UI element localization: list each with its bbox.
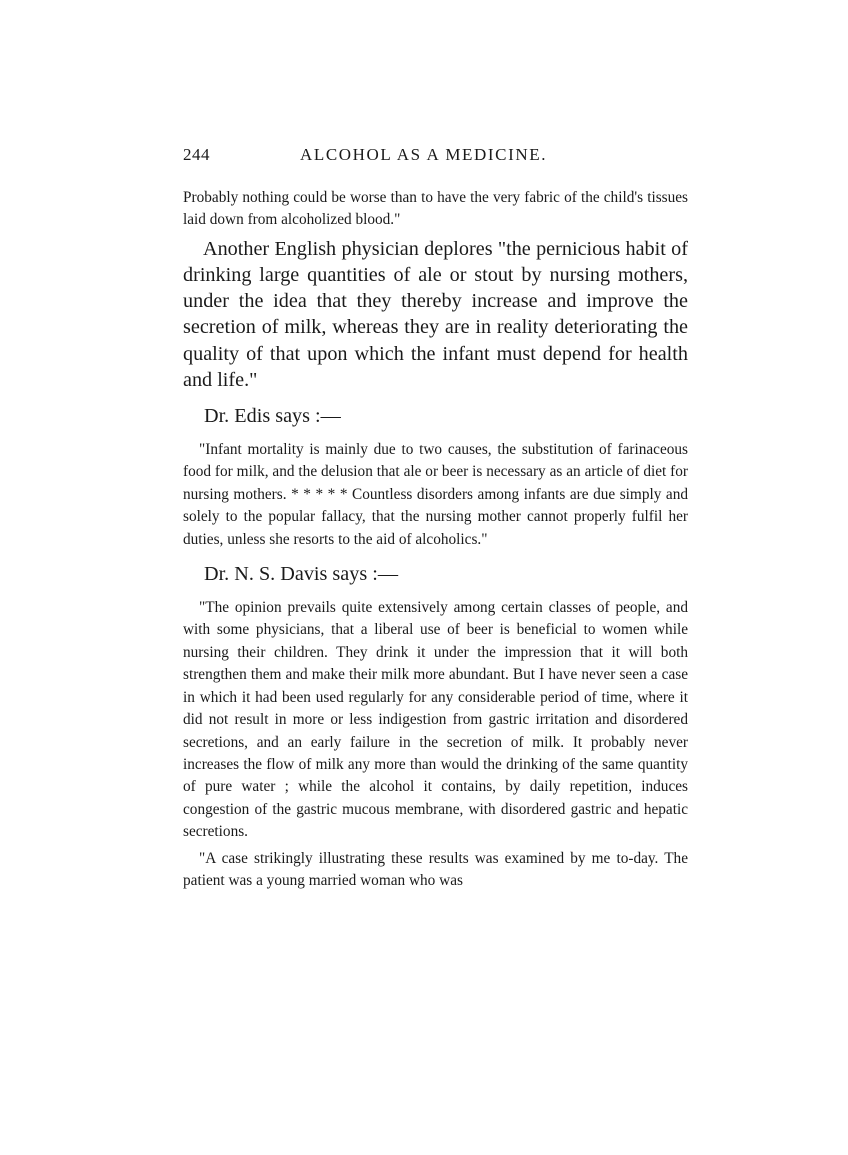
attribution-davis: Dr. N. S. Davis says :— (204, 563, 399, 586)
paragraph-english-physician: Another English physician deplores "the pernicious habit of drinking large quantities of ale or stout by nursing mothers, under the idea that they thereby increase and improve the secretion of milk, whereas they are in reality deteriorating the quality of that upon which the infant must depend for health and life." (183, 237, 688, 391)
quote-davis-case: "A case strikingly illustrating these results was examined by me to-day. The patient was a young married woman who was (183, 849, 688, 889)
attribution-edis: Dr. Edis says :— (204, 405, 341, 428)
page-body (183, 187, 688, 892)
page-number: 244 (183, 145, 210, 164)
quote-edis: "Infant mortality is mainly due to two causes, the substitution of farinaceous food for milk, and the delusion that ale or beer is necessary as an article of diet for nursing mothers. * * * * * Countless disorders among infants are due simply and solely to the popular fallacy, that the nursing mother cannot properly fulfil her duties, unless she resorts to the aid of alcoholics." (183, 441, 688, 548)
quote-continuation: Probably nothing could be worse than to have the very fabric of the child's tissues laid down from alcoholized blood." (183, 189, 688, 229)
running-title: ALCOHOL AS A MEDICINE. (300, 145, 548, 164)
quote-davis: "The opinion prevails quite extensively among certain classes of people, and with some physicians, that a liberal use of beer is beneficial to women while nursing their children. They drink it under the impression that it will both strengthen them and make their milk more abundant. But I have never seen a case in which it had been used regularly for any considerable period of time, where it did not result in more or less indigestion from gastric irritation and disordered secretions, and an early failure in the secretion of milk. It probably never increases the flow of milk any more than would the drinking of the same quantity of pure water ; while the alcohol it contains, by daily repetition, induces congestion of the gastric mucous membrane, with disordered gastric and hepatic secretions. (183, 599, 688, 841)
